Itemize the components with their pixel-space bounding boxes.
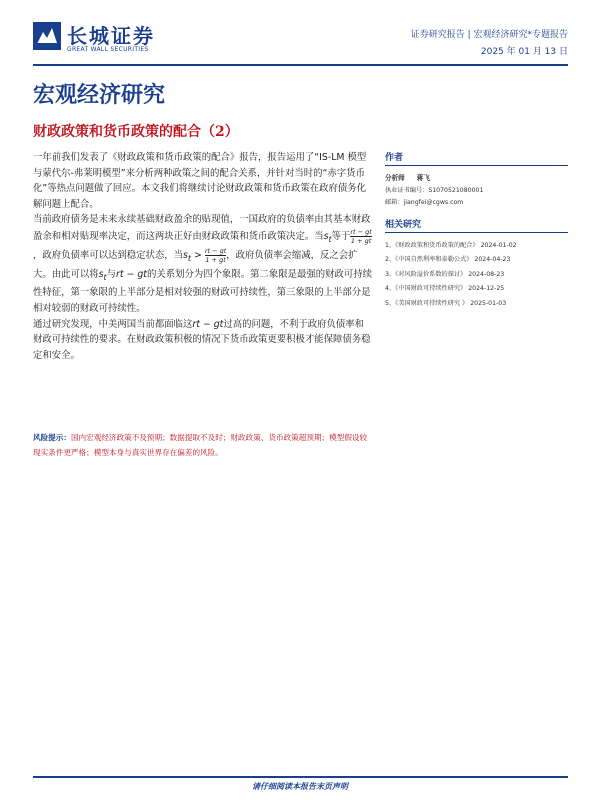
report-type: 证券研究报告 | 宏观经济研究*专题报告 bbox=[410, 30, 568, 40]
risk-label: 风险提示： bbox=[33, 433, 71, 442]
math-r-minus-g: rt − gt bbox=[192, 318, 224, 330]
logo-cn-text: 长城证券 bbox=[67, 24, 155, 48]
related-heading: 相关研究 bbox=[385, 217, 568, 233]
related-list bbox=[385, 239, 568, 311]
risk-text: 国内宏观经济政策不及预期；数据提取不及时；财政政策、货币政策超预期；模型假设较现实条件更严格；模型本身与真实世界存在偏差的风险。 bbox=[33, 433, 368, 457]
header-meta bbox=[411, 27, 568, 61]
header-divider bbox=[33, 64, 568, 66]
paragraph-3: 通过研究发现，中美两国当前都面临这rt − gt过高的问题，不利于政府负债率和财政可持续性的要求。在财政政策积极的情况下货币政策更要积极才能保障债务稳定和安全。 bbox=[33, 318, 371, 361]
analyst-label: 分析师 bbox=[385, 174, 405, 182]
author-heading: 作者 bbox=[385, 150, 568, 166]
email-link[interactable]: jiangfei@cgws.com bbox=[403, 199, 464, 206]
math-r-minus-g: rt − gt bbox=[116, 268, 147, 280]
analyst-name: 蒋飞 bbox=[416, 174, 430, 182]
math-s: $s_t$ bbox=[98, 268, 107, 282]
related-item[interactable]: 1、《财政政策和货币政策的配合》 2024-01-02 bbox=[385, 242, 517, 249]
license-label: 执业证书编号： bbox=[385, 187, 429, 194]
sidebar bbox=[385, 150, 568, 311]
report-subtitle: 财政政策和货币政策的配合（2） bbox=[33, 124, 239, 140]
email-row bbox=[385, 197, 568, 209]
license-row bbox=[385, 185, 568, 197]
analyst-row bbox=[385, 172, 568, 185]
email-label: 邮箱： bbox=[385, 199, 404, 206]
main-body bbox=[33, 150, 373, 363]
math-s: $s_t$ bbox=[323, 230, 332, 244]
math-fraction: $\frac{rt - gt}{1 + gt}$ bbox=[204, 247, 227, 265]
related-item[interactable]: 3、《对风险溢价系数的探讨》 2024-08-23 bbox=[385, 270, 505, 278]
risk-warning bbox=[33, 431, 373, 460]
paragraph-1: 一年前我们发表了《财政政策和货币政策的配合》报告，报告运用了“IS-LM 模型与蒙代尔-弗莱明模型”来分析两种政策之间的配合关系，并针对当时的“赤字货币化”等热点问题做了回应。本文我们将继续讨论财政政策和货币政策在政府债务化解问题上配合。 bbox=[33, 152, 367, 210]
great-wall-logo-icon bbox=[33, 22, 61, 50]
license-number: S1070521080001 bbox=[428, 187, 484, 194]
logo-en-text: GREAT WALL SECURITIES bbox=[67, 46, 149, 53]
paragraph-2: 当前政府债务是未来永续基础财政盈余的贴现值，一国政府的负债率由其基本财政盈余和相对贴现率决定，而这两块正好由财政政策和货币政策决定。当$s_t$等于 $\frac{rt - gt}{1 + gt}$ ，政府负债率可以达到稳定状态，当$s_t$ > $\frac{rt - gt}{1 + gt}$ ，政府负债率会缩减，反之会扩大。由此可以将$s_t$与rt − gt的关系划分为四个象限。第二象限是最强的财政可持续性特征，第一象限的上半部分是相对较强的财政可持续性，第三象限的上半部分是相对较弱的财政可持续性。 bbox=[33, 214, 372, 314]
report-date: 2025 年 01 月 13 日 bbox=[480, 47, 568, 57]
page-title: 宏观经济研究 bbox=[33, 82, 166, 108]
math-s: $s_t$ bbox=[183, 250, 191, 264]
math-fraction: $\frac{rt - gt}{1 + gt}$ bbox=[350, 227, 372, 245]
company-logo bbox=[33, 22, 173, 62]
footer-disclaimer: 请仔细阅读本报告末页声明 bbox=[252, 782, 348, 791]
related-item[interactable]: 5、《美国财政可持续性研究 》 2025-01-03 bbox=[385, 299, 507, 307]
related-item[interactable]: 4、《中国财政可持续性研究》 2024-12-25 bbox=[385, 285, 505, 293]
footer-divider bbox=[33, 776, 568, 778]
related-item[interactable]: 2、《中国自然利率和泰勒公式》 2024-04-23 bbox=[385, 256, 511, 264]
